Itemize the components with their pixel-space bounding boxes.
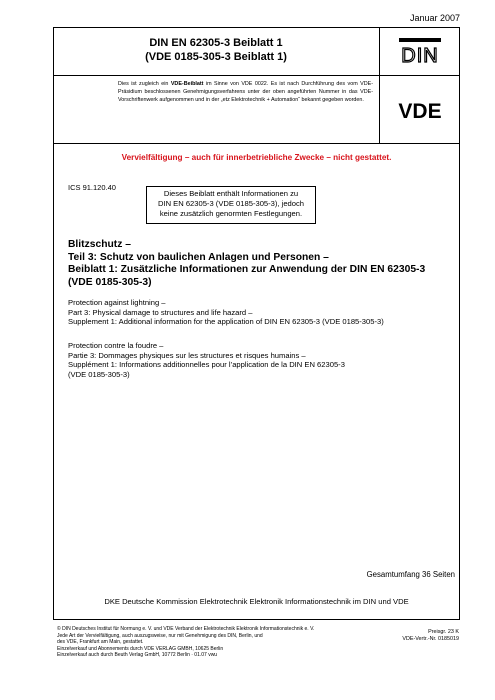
svg-text:VDE: VDE [398, 100, 442, 122]
price-info: Preisgr. 23 K VDE-Vertr.-Nr. 0185019 [402, 629, 459, 642]
english-title: Protection against lightning – Part 3: Physical damage to structures and life hazard – Supplement 1: Additional information for the application of DIN EN 62305-3 (VDE 0185-305-3) [68, 298, 384, 326]
total-pages: Gesamtumfang 36 Seiten [366, 570, 455, 579]
copyright-notice: © DIN Deutsches Institut für Normung e. V. und VDE Verband der Elektrotechnik Elektronik Informationstechnik e. V. Jede Art der Vervielfältigung, auch auszugsweise, nur mit Genehmigung des DIN, Berlin, und des VDE, Frankfurt am Main, gestattet. Einzelverkauf und Abonnements durch VDE VERLAG GMBH, 10625 Berlin Einzelverkauf auch durch Beuth Verlag GmbH, 10772 Berlin · 01.07 vwu [57, 626, 315, 659]
vde-logo-icon [388, 98, 452, 122]
din-logo [380, 27, 460, 76]
issue-date: Januar 2007 [409, 13, 460, 23]
ics-code: ICS 91.120.40 [68, 183, 116, 192]
standard-vde-number: (VDE 0185-305-3 Beiblatt 1) [145, 51, 287, 63]
standard-title-cell [53, 27, 380, 76]
standard-number: DIN EN 62305-3 Beiblatt 1 [149, 37, 283, 49]
vde-logo [380, 76, 460, 144]
information-box: Dieses Beiblatt enthält Informationen zu DIN EN 62305-3 (VDE 0185-305-3), jedoch keine zusätzlich genormten Festlegungen. [146, 186, 316, 224]
reproduction-warning: Vervielfältigung – auch für innerbetriebliche Zwecke – nicht gestattet. [121, 153, 392, 162]
svg-text:DIN: DIN [401, 45, 439, 65]
german-title: Blitzschutz – Teil 3: Schutz von baulichen Anlagen und Personen – Beiblatt 1: Zusätzliche Informationen zur Anwendung der DIN EN 62305-3 (VDE 0185-305-3) [68, 239, 426, 288]
dke-committee: DKE Deutsche Kommission Elektrotechnik Elektronik Informationstechnik im DIN und VDE [104, 597, 409, 606]
french-title: Protection contre la foudre – Partie 3: Dommages physiques sur les structures et risques humains – Supplément 1: Informations additionnelles pour l’application de la DIN EN 62305-3 (VDE 0185-305-3) [68, 341, 345, 379]
vde-description: Dies ist zugleich ein VDE-Beiblatt im Sinne von VDE 0022. Es ist nach Durchführung des vom VDE-Präsidium beschlossenen Genehmigungsverfahrens unter der oben angeführten Nummer in das VDE-Vorschriftenwerk aufgenommen und in der „etz Elektrotechnik + Automation“ bekannt gegeben worden. [118, 81, 374, 103]
din-logo-icon [398, 37, 442, 65]
